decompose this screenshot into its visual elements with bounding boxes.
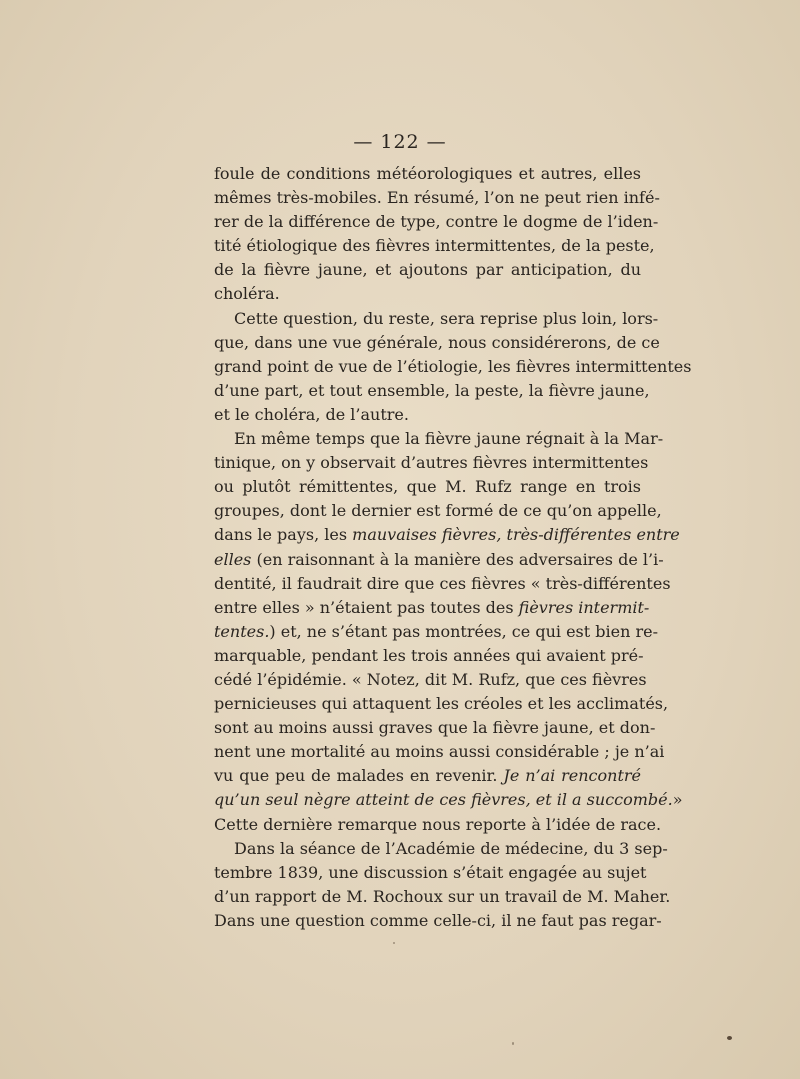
text-line: grand point de vue de l’étiologie, les fièvres intermittentes — [214, 356, 692, 376]
text-line: mêmes très-mobiles. En résumé, l’on ne peut rien infé- — [214, 188, 660, 208]
text-run: ) et, ne s’étant pas montrées, ce qui est bien re- — [269, 621, 659, 641]
text-line: tité étiologique des fièvres intermittentes, de la peste, — [214, 236, 655, 256]
text-line: tinique, on y observait d’autres fièvres intermittentes — [214, 453, 649, 473]
text-line: Cette dernière remarque nous reporte à l’idée de race. — [214, 814, 662, 834]
text-line: rer de la différence de type, contre le dogme de l’iden- — [214, 212, 659, 232]
text-run: (en raisonnant à la manière des adversaires de l’i- — [251, 549, 664, 569]
italic-run: tentes. — [214, 621, 270, 641]
text-run: » — [672, 790, 683, 810]
paper-speck — [727, 1036, 732, 1040]
text-line: et le choléra, de l’autre. — [214, 404, 409, 424]
text-line: Dans une question comme celle-ci, il ne faut pas regar- — [214, 910, 662, 930]
text-line: Cette question, du reste, sera reprise plus loin, lors- — [234, 308, 659, 328]
italic-run: Je n’ai rencontré — [503, 766, 642, 786]
text-line: dentité, il faudrait dire que ces fièvres « très-différentes — [214, 573, 671, 593]
text-line: pernicieuses qui attaquent les créoles et les acclimatés, — [214, 694, 669, 714]
page-number: — 122 — — [353, 131, 447, 153]
text-run: entre elles » n’étaient pas toutes des — [214, 597, 519, 617]
text-line: ou plutôt rémittentes, que M. Rufz range en trois — [214, 477, 641, 497]
text-line: nent une mortalité au moins aussi considérable ; je n’ai — [214, 742, 665, 762]
text-line — [214, 788, 683, 812]
text-line: En même temps que la fièvre jaune régnait à la Mar- — [234, 429, 664, 449]
text-line: d’une part, et tout ensemble, la peste, la fièvre jaune, — [214, 380, 650, 400]
italic-run: fièvres intermit- — [518, 597, 650, 617]
text-line: groupes, dont le dernier est formé de ce qu’on appelle, — [214, 501, 662, 521]
text-line: que, dans une vue générale, nous considérerons, de ce — [214, 332, 660, 352]
text-line: marquable, pendant les trois années qui avaient pré- — [214, 645, 644, 665]
text-line — [214, 523, 680, 547]
text-line: Dans la séance de l’Académie de médecine, du 3 sep- — [234, 838, 668, 858]
text-line: cédé l’épidémie. « Notez, dit M. Rufz, que ces fièvres — [214, 669, 647, 689]
italic-run: mauvaises fièvres, très-différentes entre — [352, 525, 680, 545]
text-line — [214, 548, 664, 572]
italic-run: qu’un seul nègre atteint de ces fièvres, et il a succombé. — [214, 790, 673, 810]
text-run: vu que peu de malades en revenir. — [214, 766, 504, 786]
italic-run: elles — [214, 549, 252, 569]
text-line — [214, 596, 650, 620]
paper-speck — [512, 1042, 514, 1045]
text-line: d’un rapport de M. Rochoux sur un travail de M. Maher. — [214, 886, 671, 906]
text-line: choléra. — [214, 284, 280, 304]
text-line — [214, 620, 659, 644]
body-text — [214, 162, 692, 933]
text-line: de la fièvre jaune, et ajoutons par anticipation, du — [214, 260, 641, 280]
text-line: sont au moins aussi graves que la fièvre jaune, et don- — [214, 718, 656, 738]
text-line — [214, 764, 641, 788]
text-line: foule de conditions météorologiques et autres, elles — [214, 164, 641, 183]
text-line: tembre 1839, une discussion s’était engagée au sujet — [214, 862, 647, 882]
paper-speck — [393, 942, 395, 944]
text-run: dans le pays, les — [214, 525, 353, 545]
